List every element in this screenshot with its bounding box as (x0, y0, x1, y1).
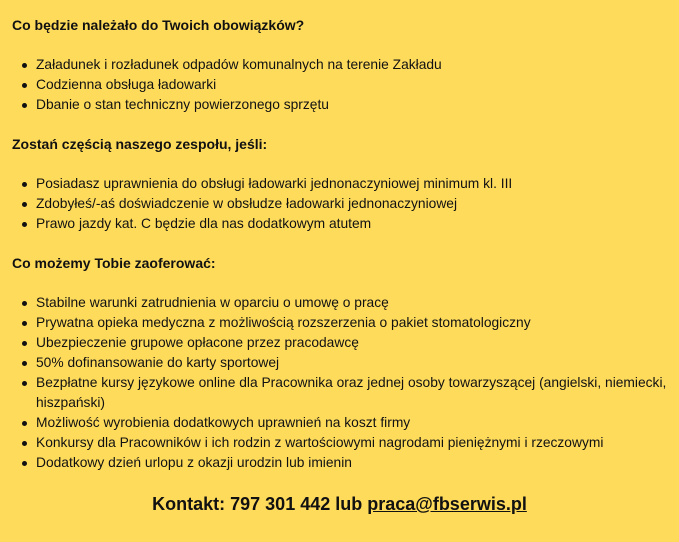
section-duties (12, 16, 667, 115)
email-link[interactable]: praca@fbserwis.pl (367, 494, 527, 514)
list-item: 50% dofinansowanie do karty sportowej (12, 353, 667, 373)
list-item: Załadunek i rozładunek odpadów komunalnych na terenie Zakładu (12, 55, 667, 75)
contact-prefix: Kontakt: 797 301 442 lub (152, 494, 368, 514)
list-item: Codzienna obsługa ładowarki (12, 75, 667, 95)
section-benefits (12, 254, 667, 473)
benefits-list (12, 293, 667, 473)
list-item: Prywatna opieka medyczna z możliwością rozszerzenia o pakiet stomatologiczny (12, 313, 667, 333)
section-title-requirements: Zostań częścią naszego zespołu, jeśli: (12, 136, 268, 152)
section-requirements (12, 135, 667, 234)
list-item: Posiadasz uprawnienia do obsługi ładowarki jednonaczyniowej minimum kl. III (12, 174, 667, 194)
contact-line (0, 492, 679, 516)
list-item: Konkursy dla Pracowników i ich rodzin z wartościowymi nagrodami pieniężnymi i rzeczowymi (12, 433, 667, 453)
list-item: Dodatkowy dzień urlopu z okazji urodzin lub imienin (12, 453, 667, 473)
list-item: Bezpłatne kursy językowe online dla Pracownika oraz jednej osoby towarzyszącej (angielski, niemiecki, hiszpański) (12, 373, 667, 413)
list-item: Stabilne warunki zatrudnienia w oparciu o umowę o pracę (12, 293, 667, 313)
list-item: Ubezpieczenie grupowe opłacone przez pracodawcę (12, 333, 667, 353)
duties-list (12, 55, 667, 115)
requirements-list (12, 174, 667, 234)
list-item: Zdobyłeś/-aś doświadczenie w obsłudze ładowarki jednonaczyniowej (12, 194, 667, 214)
list-item: Prawo jazdy kat. C będzie dla nas dodatkowym atutem (12, 214, 667, 234)
section-title-benefits: Co możemy Tobie zaoferować: (12, 255, 216, 271)
section-title-duties: Co będzie należało do Twoich obowiązków? (12, 17, 305, 33)
list-item: Dbanie o stan techniczny powierzonego sprzętu (12, 95, 667, 115)
list-item: Możliwość wyrobienia dodatkowych uprawnień na koszt firmy (12, 413, 667, 433)
